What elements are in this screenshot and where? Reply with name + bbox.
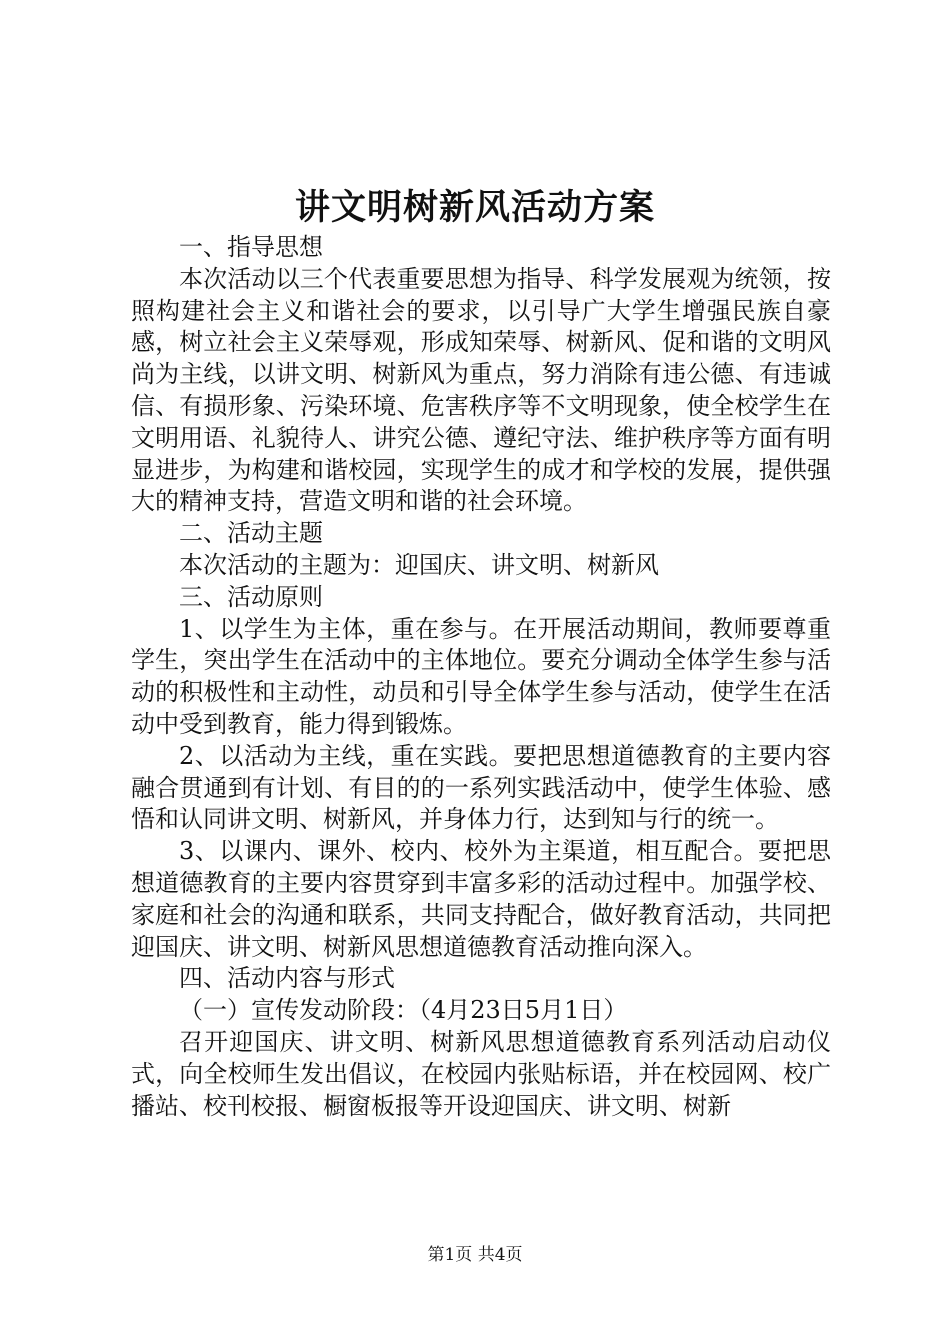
page-footer: 第1页 共4页: [427, 1245, 523, 1265]
document-title: 讲文明树新风活动方案: [294, 187, 655, 228]
subsection-heading: （一）宣传发动阶段：（4月23日5月1日）: [179, 996, 628, 1025]
body-paragraph: 3、以课内、课外、校内、校外为主渠道，相互配合。要把思想道德教育的主要内容贯穿到丰富多彩的活动过程中。加强学校、家庭和社会的沟通和联系，共同支持配合，做好教育活动，共同把迎国庆、讲文明、树新风思想道德教育活动推向深入。: [131, 837, 831, 961]
body-paragraph: 本次活动的主题为：迎国庆、讲文明、树新风: [179, 550, 659, 579]
body-paragraph: 召开迎国庆、讲文明、树新风思想道德教育系列活动启动仪式，向全校师生发出倡议，在校园内张贴标语，并在校园网、校广播站、校刊校报、橱窗板报等开设迎国庆、讲文明、树新: [131, 1027, 831, 1120]
section-heading: 一、指导思想: [179, 233, 323, 261]
body-paragraph: 本次活动以三个代表重要思想为指导、科学发展观为统领，按照构建社会主义和谐社会的要求，以引导广大学生增强民族自豪感，树立社会主义荣辱观，形成知荣辱、树新风、促和谐的文明风尚为主线，以讲文明、树新风为重点，努力消除有违公德、有违诚信、有损形象、污染环境、危害秩序等不文明现象，使全校学生在文明用语、礼貌待人、讲究公德、遵纪守法、维护秩序等方面有明显进步，为构建和谐校园，实现学生的成才和学校的发展，提供强大的精神支持，营造文明和谐的社会环境。: [131, 264, 831, 516]
body-paragraph: 2、以活动为主线，重在实践。要把思想道德教育的主要内容融合贯通到有计划、有目的的一系列实践活动中，使学生体验、感悟和认同讲文明、树新风，并身体力行，达到知与行的统一。: [131, 741, 831, 834]
section-heading: 三、活动原则: [179, 582, 323, 611]
section-heading: 四、活动内容与形式: [179, 964, 395, 993]
body-paragraph: 1、以学生为主体，重在参与。在开展活动期间，教师要尊重学生，突出学生在活动中的主体地位。要充分调动全体学生参与活动的积极性和主动性，动员和引导全体学生参与活动，使学生在活动中受到教育，能力得到锻炼。: [131, 614, 831, 738]
section-heading: 二、活动主题: [179, 519, 323, 548]
document-body: [131, 232, 831, 1122]
